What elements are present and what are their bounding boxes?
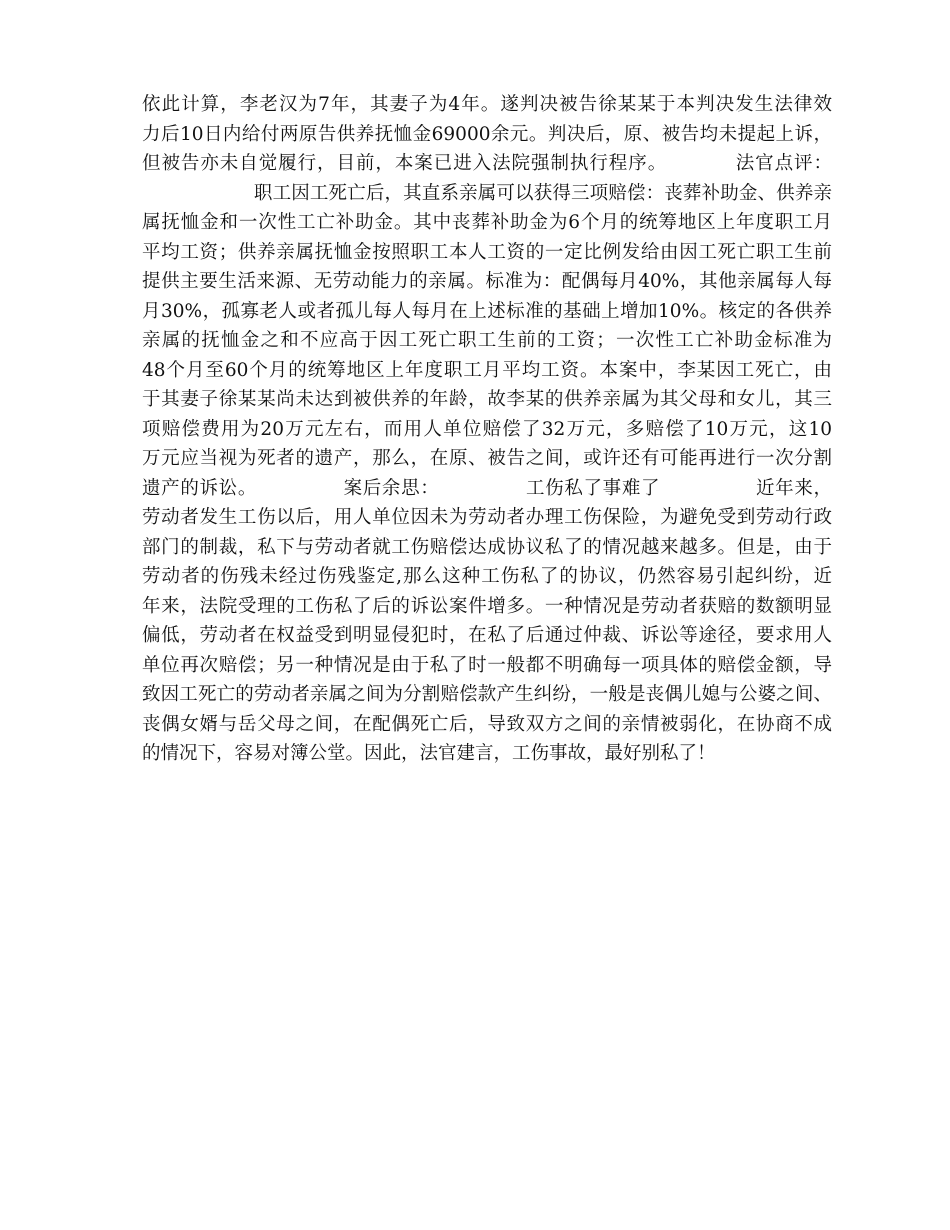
text-line: 属抚恤金和一次性工亡补助金。其中丧葬补助金为6个月的统筹地区上年度职工月 xyxy=(142,212,832,233)
text-line-last: 的情况下，容易对簿公堂。因此，法官建言，工伤事故，最好别私了！ xyxy=(142,743,716,764)
text-line: 亲属的抚恤金之和不应高于因工死亡职工生前的工资；一次性工亡补助金标准为 xyxy=(142,330,832,351)
text-line: 单位再次赔偿；另一种情况是由于私了时一般都不明确每一项具体的赔偿金额，导 xyxy=(142,654,832,676)
text-line: 48个月至60个月的统筹地区上年度职工月平均工资。本案中，李某因工死亡，由 xyxy=(142,359,832,381)
text-line: 力后10日内给付两原告供养抚恤金69000余元。判决后，原、被告均未提起上诉， xyxy=(142,123,832,145)
text-line: 月30%，孤寡老人或者孤儿每人每月在上述标准的基础上增加10%。核定的各供养 xyxy=(142,300,832,322)
text-line: 劳动者发生工伤以后，用人单位因未为劳动者办理工伤保险，为避免受到劳动行政 xyxy=(142,507,832,528)
text-line: 于其妻子徐某某尚未达到被供养的年龄，故李某的供养亲属为其父母和女儿，其三 xyxy=(142,389,832,410)
text-line: 遗产的诉讼。 案后余思： 工伤私了事难了 近年来， xyxy=(142,477,832,499)
text-line: 平均工资；供养亲属抚恤金按照职工本人工资的一定比例发给由因工死亡职工生前 xyxy=(142,241,832,263)
text-line: 职工因工死亡后，其直系亲属可以获得三项赔偿：丧葬补助金、供养亲 xyxy=(142,182,832,204)
text-line: 致因工死亡的劳动者亲属之间为分割赔偿款产生纠纷，一般是丧偶儿媳与公婆之间、 xyxy=(142,684,832,705)
text-line: 万元应当视为死者的遗产，那么，在原、被告之间，或许还有可能再进行一次分割 xyxy=(142,448,832,469)
text-line: 年来，法院受理的工伤私了后的诉讼案件增多。一种情况是劳动者获赔的数额明显 xyxy=(142,595,832,617)
text-line: 部门的制裁，私下与劳动者就工伤赔偿达成协议私了的情况越来越多。但是，由于 xyxy=(142,536,832,558)
text-line: 项赔偿费用为20万元左右，而用人单位赔偿了32万元，多赔偿了10万元，这10 xyxy=(142,418,832,440)
text-line: 丧偶女婿与岳父母之间，在配偶死亡后，导致双方之间的亲情被弱化，在协商不成 xyxy=(142,713,832,735)
text-line: 劳动者的伤残未经过伤残鉴定,那么这种工伤私了的协议，仍然容易引起纠纷，近 xyxy=(142,566,832,587)
text-line: 依此计算，李老汉为7年，其妻子为4年。遂判决被告徐某某于本判决发生法律效 xyxy=(142,94,832,115)
text-line: 提供主要生活来源、无劳动能力的亲属。标准为：配偶每月40%，其他亲属每人每 xyxy=(142,271,832,292)
text-line: 偏低，劳动者在权益受到明显侵犯时，在私了后通过仲裁、诉讼等途径，要求用人 xyxy=(142,625,832,646)
body-text xyxy=(142,90,832,769)
text-line: 但被告亦未自觉履行，目前，本案已进入法院强制执行程序。 法官点评： xyxy=(142,153,832,174)
